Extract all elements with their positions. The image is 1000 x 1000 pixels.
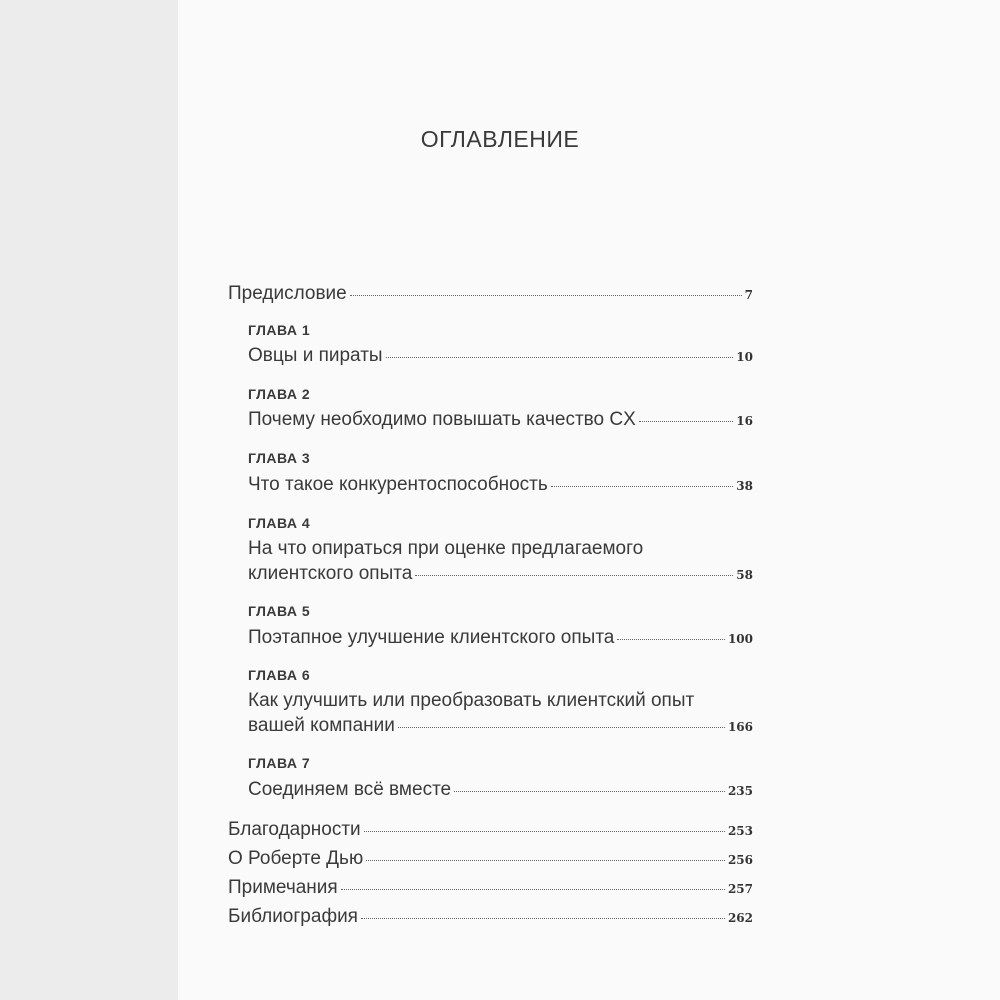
toc-page-number: 257 bbox=[727, 882, 753, 896]
chapter-heading: ГЛАВА 1 bbox=[248, 322, 311, 338]
leader-dots bbox=[350, 295, 742, 296]
toc-entry-label: Благодарности bbox=[228, 819, 361, 840]
leader-dots bbox=[639, 421, 734, 422]
toc-page-number: 10 bbox=[736, 350, 753, 364]
chapter-heading: ГЛАВА 3 bbox=[248, 450, 311, 466]
toc-entry-acknowledgements[interactable] bbox=[228, 818, 753, 843]
toc-entry-label: вашей компании bbox=[248, 715, 395, 736]
toc-entry-label: Примечания bbox=[228, 877, 338, 898]
leader-dots bbox=[386, 357, 734, 358]
toc-page-number: 262 bbox=[727, 911, 753, 925]
toc-entry-label: Предисловие bbox=[228, 283, 347, 304]
toc-page-number: 7 bbox=[744, 288, 753, 302]
chapter-heading: ГЛАВА 2 bbox=[248, 386, 311, 402]
toc-page-number: 253 bbox=[727, 824, 753, 838]
toc-entry-chapter-5[interactable] bbox=[248, 626, 753, 651]
toc-entry-label: Что такое конкурентоспособность bbox=[248, 474, 548, 495]
leader-dots bbox=[341, 889, 725, 890]
leader-dots bbox=[364, 831, 725, 832]
toc-page-number: 58 bbox=[736, 568, 753, 582]
toc-entry-preface[interactable] bbox=[228, 282, 753, 307]
toc-entry-chapter-2[interactable] bbox=[248, 408, 753, 433]
toc-page-number: 235 bbox=[727, 784, 753, 798]
toc-page-number: 256 bbox=[727, 853, 753, 867]
leader-dots bbox=[361, 918, 725, 919]
toc-entry-label: Почему необходимо повышать качество CX bbox=[248, 409, 636, 430]
toc-page-number: 100 bbox=[727, 632, 753, 646]
leader-dots bbox=[454, 791, 725, 792]
leader-dots bbox=[551, 486, 734, 487]
leader-dots bbox=[415, 575, 733, 576]
toc-page-number: 38 bbox=[736, 479, 753, 493]
toc-entry-chapter-7[interactable] bbox=[248, 778, 753, 803]
toc-entry-about-author[interactable] bbox=[228, 847, 753, 872]
leader-dots bbox=[366, 860, 725, 861]
toc-entry-chapter-4[interactable] bbox=[248, 562, 753, 587]
toc-entry-bibliography[interactable] bbox=[228, 905, 753, 930]
toc-entry-chapter-1[interactable] bbox=[248, 344, 753, 369]
chapter-heading: ГЛАВА 7 bbox=[248, 755, 311, 771]
toc-entry-label: О Роберте Дью bbox=[228, 848, 364, 869]
toc-entry-line[interactable]: На что опираться при оценке предлагаемого bbox=[248, 538, 644, 559]
toc-entry-notes[interactable] bbox=[228, 876, 753, 901]
toc-title: ОГЛАВЛЕНИЕ bbox=[420, 126, 580, 152]
toc-entry-label: Соединяем всё вместе bbox=[248, 779, 452, 800]
toc-entry-chapter-3[interactable] bbox=[248, 473, 753, 498]
toc-page-number: 16 bbox=[736, 414, 753, 428]
toc-entry-line[interactable]: Как улучшить или преобразовать клиентский опыт bbox=[248, 690, 695, 711]
chapter-heading: ГЛАВА 6 bbox=[248, 667, 311, 683]
toc-entry-label: клиентского опыта bbox=[248, 563, 413, 584]
toc-entry-label: Библиография bbox=[228, 906, 358, 927]
toc-page-number: 166 bbox=[727, 720, 753, 734]
toc-entry-chapter-6[interactable] bbox=[248, 714, 753, 739]
toc-entry-label: Поэтапное улучшение клиентского опыта bbox=[248, 627, 615, 648]
leader-dots bbox=[617, 639, 725, 640]
chapter-heading: ГЛАВА 4 bbox=[248, 515, 311, 531]
toc-entry-label: Овцы и пираты bbox=[248, 345, 383, 366]
chapter-heading: ГЛАВА 5 bbox=[248, 603, 311, 619]
leader-dots bbox=[398, 727, 725, 728]
